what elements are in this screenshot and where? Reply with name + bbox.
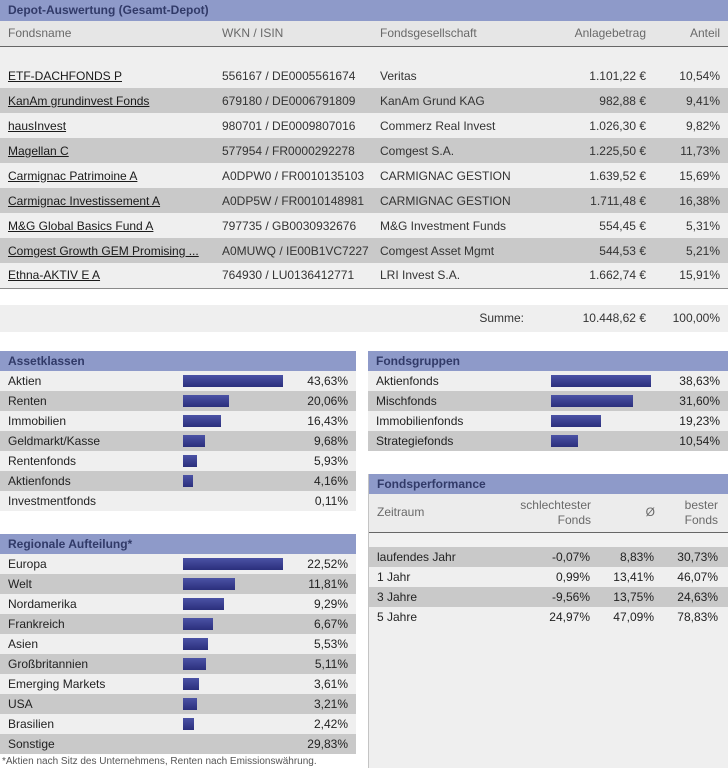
fondsperformance-title: Fondsperformance — [369, 474, 728, 494]
fund-share: 10,54% — [679, 68, 720, 83]
bar-track — [183, 598, 291, 610]
bar — [551, 395, 633, 407]
bar-label: Nordamerika — [8, 596, 77, 611]
sum-row — [0, 305, 728, 332]
fund-row — [0, 88, 728, 113]
bar — [183, 558, 283, 570]
bar — [551, 375, 651, 387]
fund-company: Comgest S.A. — [380, 143, 455, 158]
performance-row — [369, 547, 728, 567]
bar-percent: 0,11% — [314, 493, 348, 508]
fund-name-cell — [0, 238, 214, 263]
column-header-wkn-isin: WKN / ISIN — [214, 21, 372, 46]
bar-percent: 43,63% — [307, 373, 348, 388]
bar-label: Großbritannien — [8, 656, 89, 671]
bar-track — [183, 558, 291, 570]
fund-amount: 1.639,52 € — [589, 168, 646, 183]
spacer — [0, 332, 728, 351]
bar-label: Geldmarkt/Kasse — [8, 433, 101, 448]
bar-label: Rentenfonds — [8, 453, 77, 468]
fund-row — [0, 238, 728, 263]
performance-period: 1 Jahr — [377, 570, 411, 584]
fund-name-link[interactable]: Ethna-AKTIV E A — [8, 268, 101, 283]
fund-name-cell — [0, 213, 214, 238]
funds-table — [0, 21, 728, 289]
bar-track — [183, 435, 291, 447]
bar-track — [183, 415, 291, 427]
fund-row — [0, 213, 728, 238]
bar-percent: 9,68% — [313, 433, 348, 448]
fund-name-cell — [0, 188, 214, 213]
fund-name-link[interactable]: Magellan C — [8, 143, 69, 158]
column-header-zeitraum: Zeitraum — [369, 494, 499, 533]
column-header-anlagebetrag: Anlagebetrag — [568, 21, 656, 46]
page-title: Depot-Auswertung (Gesamt-Depot) — [0, 0, 728, 21]
fund-amount: 982,88 € — [599, 93, 646, 108]
bar-track — [551, 435, 659, 447]
bar-percent: 19,23% — [679, 413, 720, 428]
bar — [551, 415, 601, 427]
bar-percent: 5,11% — [314, 656, 348, 671]
fund-amount: 554,45 € — [599, 218, 646, 233]
bar-label: Frankreich — [8, 616, 65, 631]
performance-period: 3 Jahre — [377, 590, 418, 604]
fund-share: 15,69% — [679, 168, 720, 183]
fund-wkn-isin: A0MUWQ / IE00B1VC7227 — [222, 243, 369, 258]
regionale-aufteilung-title: Regionale Aufteilung* — [0, 534, 356, 554]
bar-percent: 5,93% — [313, 453, 348, 468]
bar — [183, 658, 206, 670]
fund-name-link[interactable]: hausInvest — [8, 118, 67, 133]
fund-row — [0, 113, 728, 138]
bar-label: Europa — [8, 556, 47, 571]
panel-filler — [369, 627, 728, 768]
fund-company: CARMIGNAC GESTION — [380, 168, 511, 183]
bar-row — [0, 734, 356, 754]
fund-amount: 1.026,30 € — [589, 118, 646, 133]
bar-row — [0, 634, 356, 654]
fund-share: 11,73% — [680, 143, 720, 158]
fund-company: Comgest Asset Mgmt — [380, 243, 495, 258]
fund-company: Commerz Real Invest — [380, 118, 496, 133]
spacer — [0, 511, 356, 534]
bar-percent: 6,67% — [313, 616, 348, 631]
table-spacer-row — [0, 46, 728, 63]
regionale-rows — [0, 554, 356, 754]
bar-percent: 10,54% — [679, 433, 720, 448]
bar-percent: 31,60% — [679, 393, 720, 408]
performance-best: 78,83% — [677, 610, 718, 624]
bar-row — [0, 694, 356, 714]
funds-table-header-row — [0, 21, 728, 46]
bar — [183, 638, 208, 650]
fund-amount: 1.711,48 € — [590, 193, 646, 208]
bar-row — [0, 491, 356, 511]
fund-name-link[interactable]: Carmignac Patrimoine A — [8, 168, 138, 183]
fund-share: 9,82% — [685, 118, 720, 133]
bar-label: Aktienfonds — [376, 373, 439, 388]
performance-table — [369, 494, 728, 628]
bar-track — [183, 495, 291, 507]
fund-wkn-isin: A0DP5W / FR0010148981 — [222, 193, 365, 208]
fund-amount: 1.225,50 € — [589, 143, 646, 158]
column-header-fondsgesellschaft: Fondsgesellschaft — [372, 21, 568, 46]
bar-percent: 9,29% — [313, 596, 348, 611]
bar-track — [183, 738, 291, 750]
bar-label: Aktien — [8, 373, 42, 388]
performance-avg: 47,09% — [613, 610, 654, 624]
bar-row — [0, 614, 356, 634]
bar — [183, 415, 221, 427]
bar-label: Aktienfonds — [8, 473, 71, 488]
bar-track — [183, 678, 291, 690]
performance-period: laufendes Jahr — [377, 550, 456, 564]
bar — [183, 698, 197, 710]
bar-track — [551, 415, 659, 427]
performance-row — [369, 587, 728, 607]
bar-label: Immobilien — [8, 413, 67, 428]
fund-row — [0, 188, 728, 213]
fund-name-link[interactable]: Comgest Growth GEM Promising ... — [8, 243, 199, 258]
sum-amount: 10.448,62 € — [568, 305, 656, 332]
bar-row — [0, 554, 356, 574]
left-column — [0, 351, 356, 768]
regionale-aufteilung-panel — [0, 534, 356, 768]
fund-share: 5,21% — [685, 243, 720, 258]
fund-share: 15,91% — [656, 263, 728, 288]
bar-label: Sonstige — [8, 736, 55, 751]
bar-track — [183, 638, 291, 650]
performance-row — [369, 607, 728, 627]
bar-track — [551, 395, 659, 407]
bar-row — [0, 371, 356, 391]
fund-wkn-isin: 980701 / DE0009807016 — [222, 118, 356, 133]
bar-row — [368, 391, 728, 411]
bar-track — [183, 395, 291, 407]
bar-track — [183, 618, 291, 630]
bar-row — [0, 594, 356, 614]
fund-name-cell — [0, 163, 214, 188]
fund-row — [0, 163, 728, 188]
fund-company: KanAm Grund KAG — [380, 93, 485, 108]
spacer — [368, 451, 728, 474]
bar-percent: 5,53% — [313, 636, 348, 651]
fund-name-link[interactable]: M&G Global Basics Fund A — [8, 218, 154, 233]
bar-row — [0, 654, 356, 674]
fondsgruppen-rows — [368, 371, 728, 451]
bar — [551, 435, 578, 447]
bar-row — [0, 674, 356, 694]
bar-row — [0, 471, 356, 491]
bar-percent: 11,81% — [308, 576, 348, 591]
fund-wkn-isin: 764930 / LU0136412771 — [214, 263, 372, 288]
bar-row — [0, 431, 356, 451]
bar — [183, 375, 283, 387]
bar-label: Brasilien — [8, 716, 55, 731]
performance-worst: -9,56% — [551, 590, 590, 604]
bar-track — [551, 375, 659, 387]
fondsgruppen-title: Fondsgruppen — [368, 351, 728, 371]
performance-row — [369, 567, 728, 587]
fund-row — [0, 263, 728, 288]
bar-label: Investmentfonds — [8, 493, 97, 508]
performance-avg: 8,83% — [619, 550, 654, 564]
fund-wkn-isin: 797735 / GB0030932676 — [222, 218, 357, 233]
bar-percent: 38,63% — [679, 373, 720, 388]
fund-wkn-isin: 577954 / FR0000292278 — [222, 143, 355, 158]
performance-worst: -0,07% — [551, 550, 590, 564]
bar-row — [368, 371, 728, 391]
column-header-bester-fonds: bester Fonds — [655, 494, 728, 533]
performance-period: 5 Jahre — [377, 610, 418, 624]
bar-label: Emerging Markets — [8, 676, 106, 691]
column-header-schlechtester-fonds: schlechtester Fonds — [499, 494, 591, 533]
fund-company: M&G Investment Funds — [380, 218, 507, 233]
bar — [183, 578, 235, 590]
bar-row — [0, 411, 356, 431]
fund-name-cell — [0, 138, 214, 163]
bar-label: Welt — [8, 576, 32, 591]
fund-name-cell — [0, 113, 214, 138]
bar-label: Strategiefonds — [376, 433, 454, 448]
fondsgruppen-panel — [368, 351, 728, 451]
bar — [183, 455, 197, 467]
bar — [183, 475, 193, 487]
fund-share: 9,41% — [685, 93, 720, 108]
bar-percent: 4,16% — [313, 473, 348, 488]
bar-percent: 2,42% — [313, 716, 348, 731]
bar-row — [0, 391, 356, 411]
assetklassen-panel — [0, 351, 356, 511]
bar-label: Asien — [8, 636, 39, 651]
bar-label: USA — [8, 696, 33, 711]
column-header-durchschnitt: Ø — [591, 494, 655, 533]
bar-label: Renten — [8, 393, 47, 408]
bar-percent: 16,43% — [307, 413, 348, 428]
fund-name-cell — [0, 263, 214, 288]
performance-best: 30,73% — [677, 550, 718, 564]
bar-row — [368, 411, 728, 431]
table-spacer-row — [369, 532, 728, 547]
fund-row — [0, 63, 728, 88]
sum-share: 100,00% — [656, 305, 728, 332]
bar — [183, 598, 224, 610]
bar-label: Mischfonds — [376, 393, 437, 408]
bar — [183, 718, 194, 730]
performance-worst: 0,99% — [555, 570, 590, 584]
fund-amount: 1.101,22 € — [589, 68, 646, 83]
performance-best: 46,07% — [677, 570, 718, 584]
fund-name-link[interactable]: KanAm grundinvest Fonds — [8, 93, 150, 108]
bottom-panels — [0, 351, 728, 768]
bar-row — [368, 431, 728, 451]
fund-amount: 544,53 € — [599, 243, 646, 258]
bar-track — [183, 455, 291, 467]
bar-percent: 3,61% — [313, 676, 348, 691]
fund-company: Veritas — [380, 68, 417, 83]
bar — [183, 618, 213, 630]
fondsperformance-panel — [368, 474, 728, 768]
bar-percent: 3,21% — [313, 696, 348, 711]
fund-share: 16,38% — [679, 193, 720, 208]
bar-track — [183, 698, 291, 710]
fund-company: LRI Invest S.A. — [372, 263, 568, 288]
assetklassen-title: Assetklassen — [0, 351, 356, 371]
bar — [183, 678, 199, 690]
performance-worst: 24,97% — [549, 610, 590, 624]
bar-track — [183, 375, 291, 387]
assetklassen-rows — [0, 371, 356, 511]
bar-percent: 29,83% — [307, 736, 348, 751]
fund-wkn-isin: 556167 / DE0005561674 — [222, 68, 356, 83]
fund-share: 5,31% — [685, 218, 720, 233]
fund-name-link[interactable]: Carmignac Investissement A — [8, 193, 161, 208]
fund-name-cell — [0, 88, 214, 113]
fund-wkn-isin: 679180 / DE0006791809 — [222, 93, 356, 108]
bar-row — [0, 714, 356, 734]
bar — [183, 435, 205, 447]
right-column — [368, 351, 728, 768]
column-header-fondsname: Fondsname — [0, 21, 214, 46]
performance-best: 24,63% — [677, 590, 718, 604]
column-header-anteil: Anteil — [656, 21, 728, 46]
bar-row — [0, 451, 356, 471]
performance-avg: 13,75% — [613, 590, 654, 604]
fund-wkn-isin: A0DPW0 / FR0010135103 — [222, 168, 365, 183]
bar-label: Immobilienfonds — [376, 413, 464, 428]
fund-company: CARMIGNAC GESTION — [380, 193, 511, 208]
bar — [183, 395, 229, 407]
bar-track — [183, 578, 291, 590]
fund-name-link[interactable]: ETF-DACHFONDS P — [8, 68, 122, 83]
performance-header-row — [369, 494, 728, 533]
sum-label: Summe: — [372, 305, 568, 332]
fund-name-cell — [0, 63, 214, 88]
spacer — [0, 289, 728, 305]
bar-track — [183, 718, 291, 730]
bar-track — [183, 475, 291, 487]
fund-row — [0, 138, 728, 163]
footnote: *Aktien nach Sitz des Unternehmens, Renten nach Emissionswährung. — [2, 755, 317, 767]
bar-track — [183, 658, 291, 670]
bar-row — [0, 574, 356, 594]
bar-percent: 22,52% — [307, 556, 348, 571]
performance-avg: 13,41% — [613, 570, 654, 584]
bar-percent: 20,06% — [307, 393, 348, 408]
fund-amount: 1.662,74 € — [568, 263, 656, 288]
